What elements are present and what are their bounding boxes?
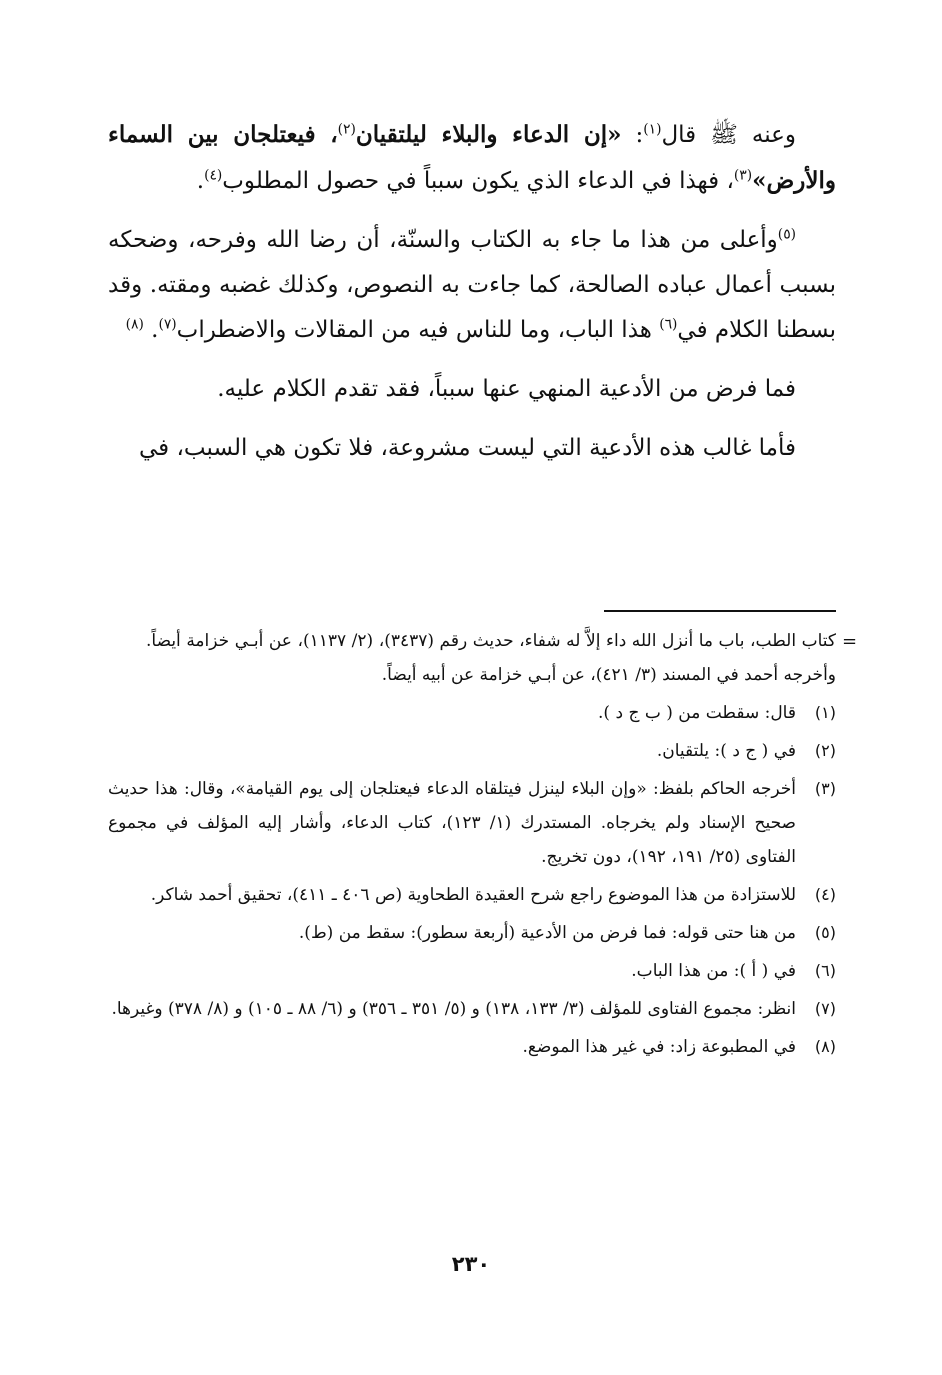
hadith-quote: «إن الدعاء والبلاء ليلتقيان — [355, 121, 622, 148]
footnote-item — [108, 878, 836, 912]
hadith-quote: ، فيعتلجان بين السماء والأرض» — [108, 121, 836, 194]
footnote-item — [108, 734, 836, 768]
footnote-text: في المطبوعة زاد: في غير هذا الموضع. — [522, 1037, 796, 1057]
footnote-ref: (١) — [643, 121, 662, 138]
paragraph-1 — [108, 112, 836, 204]
footnote-item — [108, 696, 836, 730]
footnote-text: للاستزادة من هذا الموضوع راجع شرح العقيدة الطحاوية (ص ٤٠٦ ـ ٤١١)، تحقيق أحمد شاكر. — [150, 885, 796, 905]
paragraph-3: فما فرض من الأدعية المنهي عنها سبباً، فقد تقدم الكلام عليه. — [217, 376, 796, 402]
footnote-ref: (٢) — [337, 121, 356, 138]
footnote-number: (٣) — [814, 779, 836, 798]
footnote-text: في ( أ ): من هذا الباب. — [631, 961, 796, 981]
footnote-ref: (٥) — [777, 226, 796, 243]
text-run: ، فهذا في الدعاء الذي يكون سبباً في حصول المطلوب — [222, 168, 734, 194]
footnote-text: قال: سقطت من ( ب ج د ). — [598, 703, 796, 723]
footnote-number: (٢) — [814, 741, 836, 760]
page-number: ٢٣٠ — [451, 1252, 491, 1276]
footnote-number: (٦) — [814, 961, 836, 980]
text-run: وأعلى من هذا ما جاء به الكتاب والسنّة، أن رضا الله وفرحه، وضحكه بسبب أعمال عباده الصالحة، كما جاءت به النصوص، وكذلك غضبه ومقته. وقد بسطنا الكلام في — [108, 227, 836, 343]
footnote-ref: (٦) — [659, 316, 678, 333]
footnote-item — [108, 1030, 836, 1064]
text-run: . — [143, 317, 159, 343]
footnote-number: (٥) — [814, 923, 836, 942]
footnote-ref: (٣) — [733, 167, 753, 184]
text-run: هذا الباب، وما للناس فيه من المقالات والاضطراب — [176, 317, 660, 343]
footnote-text: من هنا حتى قوله: فما فرض من الأدعية (أربعة سطور): سقط من (ط). — [298, 923, 796, 943]
footnote-item — [108, 954, 836, 988]
footnote-number: (١) — [814, 703, 836, 722]
footnote-item — [108, 916, 836, 950]
footnote-separator — [604, 610, 836, 612]
footnote-item — [108, 992, 836, 1026]
footnote-number: (٧) — [814, 999, 836, 1018]
footnote-text: انظر: مجموع الفتاوى للمؤلف (٣/ ١٣٣، ١٣٨) و (٥/ ٣٥١ ـ ٣٥٦) و (٦/ ٨٨ ـ ١٠٥) و (٨/ ٣٧٨) وغيرها. — [111, 999, 796, 1019]
footnote-number: (٨) — [814, 1037, 836, 1056]
footnote-ref: (٧) — [158, 316, 177, 333]
footnotes — [108, 624, 836, 1068]
paragraph-4: فأما غالب هذه الأدعية التي ليست مشروعة، فلا تكون هي السبب، في — [139, 435, 796, 461]
footnote-number: (٤) — [814, 885, 836, 904]
footnote-item — [108, 772, 836, 874]
footnote-continuation: كتاب الطب، باب ما أنزل الله داء إلاَّ له شفاء، حديث رقم (٣٤٣٧)، (٢/ ١١٣٧)، عن أبـي خزامة أيضاً. وأخرجه أحمد في المسند (٣/ ٤٢١)، عن أبـي خزامة عن أبيه أيضاً. — [146, 631, 836, 685]
continuation-mark: = — [842, 631, 858, 652]
footnote-text: أخرجه الحاكم بلفظ: «وإن البلاء لينزل فيتلقاه الدعاء فيعتلجان إلى يوم القيامة»، وقال: هذا حديث صحيح الإسناد ولم يخرجاه. المستدرك (١/ ١٢٣)، كتاب الدعاء، وأشار إليه المؤلف في مجموع الفتاوى (٢٥/ ١٩١، ١٩٢)، دون تخريج. — [108, 779, 796, 867]
footnote-ref: (٨) — [125, 316, 144, 333]
text-run: وعنه ﷺ قال — [661, 122, 797, 148]
footnote-ref: (٤) — [204, 167, 223, 184]
text-run: . — [196, 168, 205, 194]
footnote-text: في ( ج د ): يلتقيان. — [656, 741, 796, 761]
main-text — [108, 112, 836, 485]
text-run: : — [621, 122, 644, 148]
paragraph-2 — [108, 218, 836, 353]
